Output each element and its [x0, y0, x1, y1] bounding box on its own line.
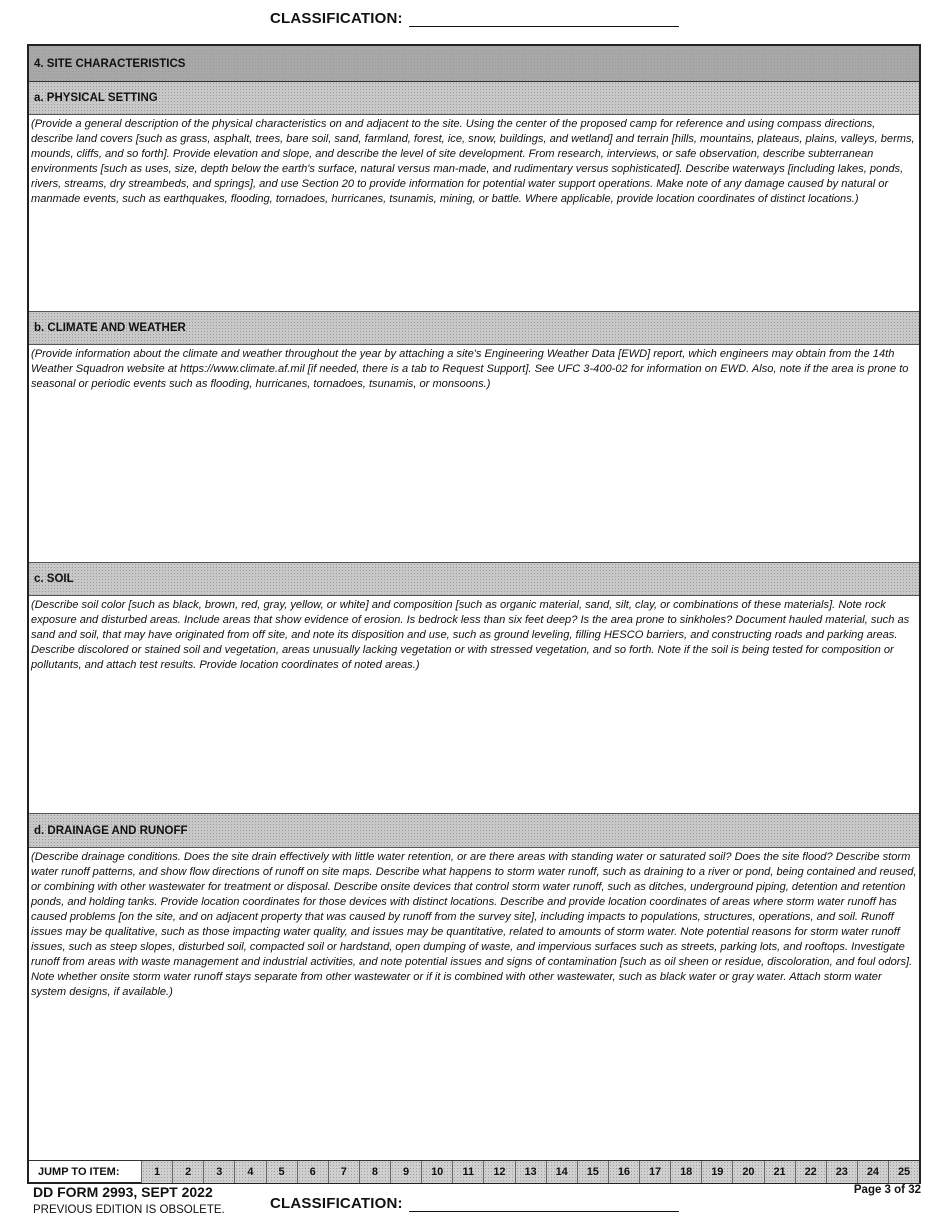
jump-item-3-button[interactable]: 3 [203, 1161, 234, 1183]
soil-field[interactable] [29, 596, 919, 814]
jump-item-24-button[interactable]: 24 [857, 1161, 888, 1183]
classification-field[interactable] [409, 1197, 679, 1212]
jump-item-22-button[interactable]: 22 [795, 1161, 826, 1183]
jump-item-19-button[interactable]: 19 [701, 1161, 732, 1183]
physical-setting-instructions: (Provide a general description of the physical characteristics on and adjacent to the site. Using the center of the proposed camp for reference and using compass directions, describe land covers [such as grass, asphalt, trees, bare soil, sand, farmland, forest, ice, snow, buildings, and wetland] and terrain [hills, mountains, plateaus, plains, valleys, berms, mounds, cliffs, and so forth]. Provide elevation and slope, and describe the level of site development. From research, interviews, or safe observation, describe subterranean environments [such as uses, size, depth below the earth's surface, natural versus man-made, and rudimentary versus sophisticated]. Describe waterways [including lakes, ponds, rivers, streams, dry streambeds, and springs], and use Section 20 to provide information for potential water support operations. Make note of any damage caused by natural or manmade events, such as earthquakes, flooding, tornadoes, hurricanes, tsunamis, mining, or battle. Where applicable, provide location coordinates of distinct locations.) [31, 118, 915, 205]
drainage-runoff-field[interactable] [29, 848, 919, 1160]
classification-bottom [270, 1195, 679, 1212]
soil-instructions: (Describe soil color [such as black, brown, red, gray, yellow, or white] and composition [such as organic material, sand, silt, clay, or combinations of these materials]. Note rock exposure and disturbed areas. Include areas that show evidence of erosion. Is bedrock less than six feet deep? Is the area prone to sinkholes? Document hauled material, such as sand and soil, that may have originated from off site, and note its disposition and use, such as ground leveling, filling HESCO barriers, and constructing roads and parking areas. Describe discolored or stained soil and vegetation, areas unusually lacking vegetation or with stressed vegetation, and so forth. Note if the soil is being tested for composition or pollutants, and attach test results. Provide location coordinates of noted areas.) [31, 599, 910, 671]
jump-item-20-button[interactable]: 20 [732, 1161, 763, 1183]
jump-item-13-button[interactable]: 13 [515, 1161, 546, 1183]
previous-edition-note: PREVIOUS EDITION IS OBSOLETE. [33, 1204, 225, 1216]
drainage-runoff-instructions: (Describe drainage conditions. Does the site drain effectively with little water retention, or are there areas with standing water or saturated soil? Does the site flood? Describe storm water runoff patterns, and show flow directions of runoff on site maps. Describe what happens to storm water runoff, such as draining to a river or pond, being contained and reused, or combining with other wastewater for treatment or disposal. Describe onsite devices that control storm water runoff, such as ditches, underground piping, detention and retention ponds, and holding tanks. Provide location coordinates for those devices with distinct locations. Describe and provide location coordinates of areas where storm water runoff has caused problems [on the site, and on adjacent property that was caused by runoff from the survey site], including impacts to populations, structures, operations, and soil. Runoff issues may be qualitative, such as those impacting water quality, and issues may be quantitative, related to amounts of storm water. Note potential reasons for storm water runoff issues, such as steep slopes, disturbed soil, compacted soil or hardstand, open dumping of waste, and impervious surfaces such as streets, parking lots, and rooftops. Investigate runoff from areas with waste management and industrial activities, and note potential issues and signs of contamination [such as oil sheen or residue, discoloration, and foul odors]. Note whether onsite storm water runoff stays separate from other wastewater or if it is combined with other wastewater, such as black water or gray water. Attach storm water system designs, if available.) [31, 851, 917, 998]
jump-item-16-button[interactable]: 16 [608, 1161, 639, 1183]
jump-buttons [141, 1161, 919, 1183]
jump-item-8-button[interactable]: 8 [359, 1161, 390, 1183]
jump-item-11-button[interactable]: 11 [452, 1161, 483, 1183]
soil-header: c. SOIL [29, 563, 919, 596]
jump-item-14-button[interactable]: 14 [546, 1161, 577, 1183]
jump-item-1-button[interactable]: 1 [141, 1161, 172, 1183]
jump-item-25-button[interactable]: 25 [888, 1161, 919, 1183]
jump-item-18-button[interactable]: 18 [670, 1161, 701, 1183]
climate-weather-header: b. CLIMATE AND WEATHER [29, 312, 919, 345]
jump-item-6-button[interactable]: 6 [297, 1161, 328, 1183]
form-number: DD FORM 2993, SEPT 2022 [33, 1184, 213, 1200]
drainage-runoff-header: d. DRAINAGE AND RUNOFF [29, 814, 919, 848]
jump-item-2-button[interactable]: 2 [172, 1161, 203, 1183]
jump-to-item-bar [29, 1160, 919, 1183]
classification-label: CLASSIFICATION: [270, 1195, 403, 1212]
physical-setting-header: a. PHYSICAL SETTING [29, 82, 919, 115]
jump-item-23-button[interactable]: 23 [826, 1161, 857, 1183]
jump-item-15-button[interactable]: 15 [577, 1161, 608, 1183]
climate-weather-field[interactable] [29, 345, 919, 563]
jump-item-7-button[interactable]: 7 [328, 1161, 359, 1183]
jump-item-21-button[interactable]: 21 [764, 1161, 795, 1183]
jump-to-item-label: JUMP TO ITEM: [38, 1166, 120, 1178]
climate-weather-instructions: (Provide information about the climate and weather throughout the year by attaching a site's Engineering Weather Data [EWD] report, which engineers may obtain from the 14th Weather Squadron website at https://www.climate.af.mil [if needed, there is a tab to Request Support]. See UFC 3-400-02 for information on EWD. Also, note if the area is prone to seasonal or periodic events such as flooding, hurricanes, tornadoes, tsunamis, or monsoons.) [31, 348, 909, 390]
jump-item-5-button[interactable]: 5 [266, 1161, 297, 1183]
jump-item-10-button[interactable]: 10 [421, 1161, 452, 1183]
classification-top [270, 10, 679, 27]
physical-setting-field[interactable] [29, 115, 919, 312]
classification-field[interactable] [409, 12, 679, 27]
jump-item-17-button[interactable]: 17 [639, 1161, 670, 1183]
classification-label: CLASSIFICATION: [270, 10, 403, 27]
jump-item-9-button[interactable]: 9 [390, 1161, 421, 1183]
page-number: Page 3 of 32 [853, 1184, 921, 1196]
jump-item-12-button[interactable]: 12 [483, 1161, 514, 1183]
section-title: 4. SITE CHARACTERISTICS [29, 46, 919, 82]
form-footer [33, 1184, 225, 1216]
form-frame [27, 44, 921, 1184]
jump-item-4-button[interactable]: 4 [234, 1161, 265, 1183]
